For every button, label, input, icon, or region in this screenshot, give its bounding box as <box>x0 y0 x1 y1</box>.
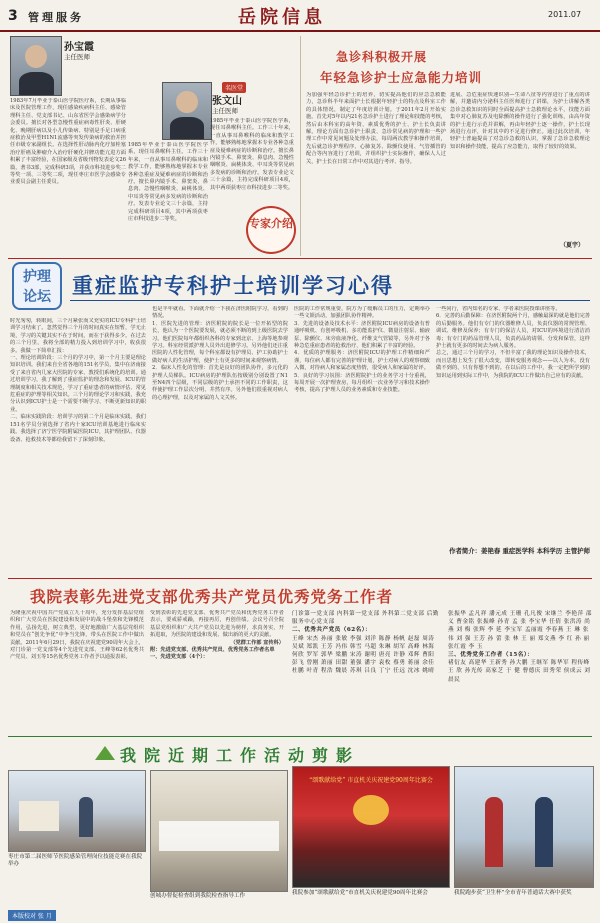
section-name: 管理服务 <box>28 11 84 24</box>
expert-bio-zhang: 1985年毕业于泰山医学院医学系，现任耳鼻喉科主任。工作三十年来，一直从事耳鼻喉科的临床和教学工作，能够熟练地掌握本专业各种急重症及疑难病症的诊断和治疗。擅长鼻内镜手术、鼻窦炎、鼻息肉、急慢性咽喉炎、扁桃体炎、中耳炎等常见病多发病的诊断和治疗。发表专业论文三十余篇，主持完成科研项目4项，其中两项获枣庄市科技进步二等奖。 <box>210 118 294 191</box>
top-article-body-right: 进展、急危重症快速识别—生命八征等内容进行了重点的讲解，并邀请内分泌科主任医师进行了讲课，为护士讲解各类急诊急救知识的同时全面提高护士急救理论水平，技能方面集中对心肺复苏及电除颤的操作进行了强化训练，由高年资的护士进行示范并讲解，再由年轻护士逐一操作，护士长现场进行点评，针对其中的不足进行修正。通过此次培训，年轻护士普遍提高了对急诊急救的认识，掌握了急诊急救理论知识和操作技能，提高了应急能力，取得了较好的效果。 <box>450 92 590 150</box>
badge-line-2: 论坛 <box>23 289 51 305</box>
party-list-head: 附：先进党支部、优秀共产党员、优秀党务工作者名单 <box>150 647 275 654</box>
expert-title-sun: 主任医师 <box>64 53 90 61</box>
main-article-title: 重症监护专科护士培训学习心得 <box>72 274 394 298</box>
photo-banner-text: “颂歌献给党” 市直机关庆祝建党90周年比赛会 <box>309 777 433 784</box>
party-workers-head: 三、优秀党务工作者（15名）： <box>448 652 534 659</box>
expert-bio-sun: 1983年7月毕业于泰山医学院医疗系，长期从事临床及医院管理工作，现任感染疾病科主任、感染管理科主任、党支部书记、山东省医学会感染病学分会委员。擅长对各型急慢性重症病毒性肝炎、肝硬化、晚期肝病以及小儿传染病、特别是手足口病重症救治及甲型H1N1流感等突发传染病的救治并担任市级专家副组长。在选择性肝动脉内化疗加栓塞治疗肝癌及肿瘤介入治疗肝硬化并脾功能亢进方面积累了丰富经验，在国家级及省级刊物发表论文26篇，著书3部，完成科研3项，并获市科技进步奖二等奖一项、三等奖二项，现任枣庄市医学会感染专业委员会副主任委员。 <box>10 98 126 186</box>
main-article-col-3: 医院的工作常规重要，院方为了缓解员工的压力，定期举办一些文娱活动，加强团队协作精神。 3．先进的设备及技术水平：济医附院ICU病房的设备有普通呼吸机、有创呼吸机、多功能监护仪、微量注射泵、输液泵、除颤仪、床旁血液净化、纤维支气管镜等，另外对于各种急危重症患者的抢救治疗，他们积累了丰富的经验。 4．优质的护理服务：济医附院ICU的护理工作精细和严谨，每位病人都有完善的护理计划，护士对病人的观察细致入微，对待病人和家属态度热情，很受病人和家属的好评。 5．良好的学习氛围：济医附院护士的业务学习十分重视，每周开展一次护理查房，每月组织一次业务学习和技术操作考核，提高了护理人员的业务素质和专业技能。 <box>294 306 430 394</box>
badge-line-1: 护理 <box>23 269 51 285</box>
party-article-body-2: 受到表彰的先进党支部、优秀共产党员和优秀党务工作者表示，要戒骄戒躁，再接再厉，再创佳绩。会议号召全院基层党组织和广大共产党员以先进为榜样，求真务实，开拓进取，为医院的建设和发展、做出新的更大的贡献。 <box>150 610 284 639</box>
photo-person-2 <box>535 797 553 867</box>
expert-intro-badge: 专家介绍 <box>246 206 296 254</box>
top-article-body-left: 为加强年轻急诊护士的培养，切实提高他们的应急急救能力，急诊科半年来面护士长根据年轻护士的特点及科室工作的具体情况，制定了年度培训计划。于2011年2月开始实施。首先对5年以内21名急诊护士进行了理论和技能的考核，然后由本科室的高年资、素质优秀的护士、护士长负责讲解。理论方面有急诊护士职责、急诊常见病的护理和一些护理工作中常见问题及处理办法，每周两次教学和操作培训，先后就急诊护理程序、心肺复苏、除颤仪使用、气管插管的配合等内容进行了培训，并组织护士实际操作，确保人人过关，护士长在日常工作中对其进行考评、指导。 <box>306 92 446 165</box>
top-article-author: （夏宇） <box>560 242 585 249</box>
expert-name-zhang: 张文山 <box>212 96 242 107</box>
column-divider <box>300 36 301 256</box>
expert-name-sun: 孙宝霞 <box>64 42 94 53</box>
party-branch-head: 一、先进党支部（4个）： <box>150 654 209 661</box>
photo-emblem <box>353 795 389 825</box>
expert-ribbon: 名医堂 <box>222 82 246 93</box>
page-header <box>0 0 600 32</box>
section-rule <box>8 258 592 259</box>
main-article-col-4: 一些同行，省内知名的专家、学者来医院授课讲座等。 6．完善的后勤保障：在济医附院两个月，感触最深的就是他们完善的后勤服务。他们有专门的仪器维修人员，负责仪器的常规管理、调试、维修及保养；有专门的保洁人员，对ICU的环境进行清洁消毒；有专门的药品管理人员，负责药品的请领、分发和保管，这样护士就有更多的时间去为病人服务。 总之，通过三个月的学习，不但丰富了我的理论知识及操作技术，而且思想上发生了很大改变，即转变服务观念——以人为本。没有做不到的，只有你想不到的。在以后的工作中，我一定把所学到的知识运用到实际工作中，为我院的ICU工作做出自己应有的贡献。 <box>436 306 590 379</box>
expert-photo-zhang <box>162 82 212 140</box>
photo-competition <box>8 770 146 852</box>
party-members-list-cont: 张振华 孟凡祥 潘元成 王珊 孔凡俊 宋继兰 李艳萍 邵义 曹金铭 张振峰 孙青 孟 张 李宝华 任倩 张洪涛 尚燕 刘 梅 张辉 李 延 李宝军 孟丽霞 李春燕 王 琳 张 伟 刘 强 王芳 孙 蕾 张 林 王 丽 郑文燕 李 红 孙 丽 张红霞 李 玉 <box>448 611 592 650</box>
section-rule-2 <box>8 578 592 579</box>
main-article-author: 作者简介：姜艳春 重症医学科 本科学历 主管护师 <box>449 547 590 555</box>
expert-bio-zhang-cont: 1985年毕业于泰山医学院医学系，现任耳鼻喉科主任。工作三十年来，一直从事耳鼻喉科的临床和教学工作，能够熟练地掌握本专业各种急重症及疑难病症的诊断和治疗。擅长鼻内镜手术、鼻窦炎、鼻息肉、急慢性咽喉炎、扁桃体炎、中耳炎等常见病多发病的诊断和治疗。发表专业论文三十余篇，主持完成科研项目4项，其中两项获枣庄市科技进步二等奖。 <box>128 142 208 223</box>
caption-3: 我院参加“颂歌献给党”市直机关庆祝建党90周年比赛会 <box>292 890 428 896</box>
expert-title-zhang: 主任医师 <box>212 107 238 115</box>
party-members-list: 王峰 宋杰 孙丽 张敏 李强 刘洋 陈静 杨帆 赵磊 周涛 吴斌 郑凯 王芳 冯伟 韩雪 马超 朱琳 胡军 高峰 林海 何欣 罗军 郭华 梁鹏 宋涛 谢明 唐亮 许静 邓辉 曹阳 彭飞 曾刚 萧丽 田甜 董强 潘宇 袁枚 蔡勇 蒋丽 余佳 杜鹏 叶青 程浩 魏晨 苏琪 吕良 丁宁 任远 沈冰 姚晴 <box>292 635 435 675</box>
party-article-sign: （党群工作部 宣传科） <box>230 639 284 646</box>
main-article-col-1: 时光匆匆，转眼间，三个月紧张而又充实的ICU专科护士培训学习结束了。忽然觉得三个月的时间真实在短暂，学无止境，学习的关键其实不在于时间，而在于获得多少。在过去的三个月里，我将全部的精力投入到培训学习中，收获很多。我做一下简单汇报： 一、理论培训阶段：三个月的学习中，第一个月主要是理论知识培训。我们来自全省各地的151名学员，集中在济南接受了来自省内几家大医院的专家、教授们系统化的培训。通过培训学习，我了解到了重症监护的理念和发展、ICU的管理制度和相关技术规范，学习了重症患者的病情评估、常见危重症的护理等相关知识。三个月的理论学习和实践，我充分认识到ICU护士是一个需要不断学习、不断更新知识的职业。 二、临床实践阶段：培训学习的第二个月是临床实践。我们151名学员分别选择了省内十家ICU培训基地进行临床实践。我选择了济宁医学院附属医院ICU，其护理团队、仪器设备、抢救技术等都给我留下了深刻印象。 <box>10 318 146 443</box>
proofreader-tag: 本版校对 张 月 <box>8 910 56 921</box>
photo-meeting-table <box>159 821 279 851</box>
party-workers-list: 褚衍友 高建华 王新秀 孙大鹏 王继军 陈华军 程传峰 王 欣 孙光传 高家芝 于 健 曹德庆 田秀荣 侯成云 刘晨民 <box>448 660 591 683</box>
title-underline <box>70 300 590 301</box>
page-number: 3 <box>8 8 18 24</box>
caption-4: 我院跑步获“卫生杯”全市青年普通话大赛中获奖 <box>454 890 572 896</box>
photo-award <box>454 766 594 888</box>
nursing-forum-badge <box>12 262 62 310</box>
caption-2: 创城办督促检查组到我院检查指导工作 <box>150 893 246 899</box>
main-article-col-2: 也是半年就看。下面就介绍一下我在济医附院学习，看到的情况。 1．医院先进的管理：济医附院的院长是一位开拓型的院长，他认为一个医院要发展，就必须不断的到上级医院去学习。他们医院每年都组织各科的专家到北京、上海等地参观学习。科室经常派护理人员外出进修学习。另外他们还注重医院的人性化管理，每个科室都设有护理员、护工协助护士做好病人的生活护理，使护士有更多的时间来观察病情。 2．临床人性化的管理：首先是良好的团队协作，多元化的护理人员梯队。ICU病房的护理队伍按级别分别设置了N1至N4四个层级，不同层级的护士承担不同的工作职责，这样使护理工作层次分明、井然有序。另外他们很重视对病人的心理护理，以及对家属的人文关怀。 <box>152 306 288 401</box>
photo-table <box>19 801 59 831</box>
party-article-title: 我院表彰先进党支部优秀共产党员优秀党务工作者 <box>30 588 394 606</box>
leaf-icon <box>95 746 115 760</box>
party-article-col-4 <box>448 610 592 734</box>
masthead-logo: 岳院信息 <box>238 7 326 28</box>
caption-1: 枣庄市第二届医师节医院感染管理岗位技能竞赛在我院举办 <box>8 854 143 868</box>
photo-inspection <box>150 770 288 892</box>
party-article-col-3 <box>292 610 442 734</box>
photo-song-contest <box>292 766 450 888</box>
photo-person-1 <box>485 797 503 867</box>
photo-person <box>79 797 93 837</box>
top-article-title-1: 急诊科积极开展 <box>336 50 428 64</box>
party-members-head: 二、优秀共产党员（62名）： <box>292 627 372 634</box>
section-rule-3 <box>8 736 592 737</box>
top-article-title-2: 年轻急诊护士应急能力培训 <box>320 70 483 85</box>
expert-photo-sun <box>10 36 62 96</box>
party-branch-list: 门诊第一党支部 内科第一党支部 外科第二党支部 后勤服务中心党支部 <box>292 611 439 626</box>
party-article-col-1: 为隆重庆祝中国共产党成立九十周年，充分发挥基层党组织和广大党员在医院建设和发展中的战斗堡垒和先锋模范作用，弘扬先进，树立典型，更好地激励广大基层党组织和党员在“创先争优”中争当先锋，带头在医院工作中做出贡献。2011年6月29日，我院在庆祝建党90周年大会上，对门诊第一党支部等4个先进党支部、王峰等62名优秀共产党员、刘玉等15名优秀党务工作者予以通报表彰。 <box>10 610 144 661</box>
photo-section-title: 我院近期工作活动剪影 <box>120 746 361 765</box>
party-article-col-2 <box>150 610 284 734</box>
issue-date: 2011.07 <box>548 10 582 19</box>
